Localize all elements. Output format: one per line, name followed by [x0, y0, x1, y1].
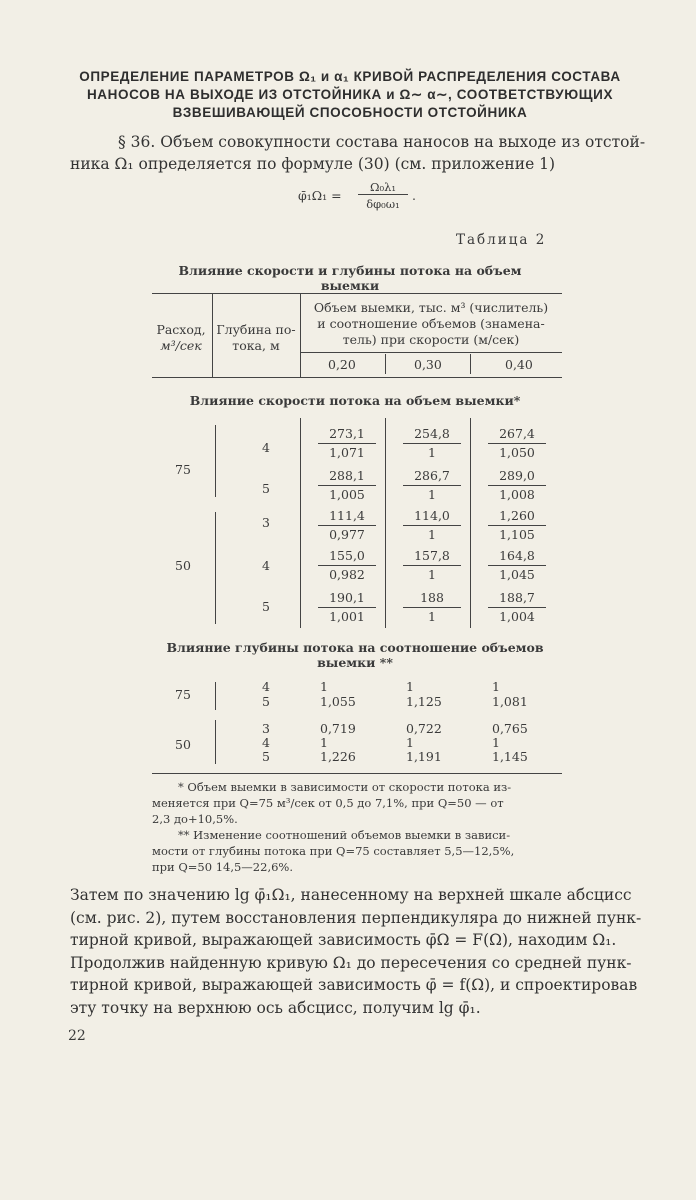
footnotes — [152, 779, 562, 875]
footnote-line: ** Изменение соотношений объемов выемки в зависи- — [178, 828, 511, 842]
formula — [298, 180, 438, 214]
s2-value: 1 — [406, 735, 414, 750]
heading-line-3: ВЗВЕШИВАЮЩЕЙ СПОСОБНОСТИ ОТСТОЙНИКА — [172, 105, 528, 120]
closing-line: эту точку на верхнюю ось абсцисс, получим lg φ̄₁. — [70, 998, 481, 1017]
q-75-s2: 75 — [175, 687, 191, 702]
closing-line: тирной кривой, выражающей зависимость φ̄Ω = F(Ω), находим Ω₁. — [70, 931, 617, 949]
column-glubina — [212, 322, 300, 354]
header-divider-3 — [385, 354, 386, 374]
s2-value: 1,145 — [492, 749, 528, 764]
s1-den: 1 — [428, 567, 436, 582]
s1-cell — [387, 508, 477, 543]
table-label: Таблица 2 — [456, 232, 547, 248]
s1-den: 1,005 — [329, 487, 365, 502]
s2-value: 0,722 — [406, 721, 442, 736]
speed-0-20: 0,20 — [328, 357, 356, 372]
s1-den: 1,071 — [329, 445, 365, 460]
s2-value: 1 — [492, 735, 500, 750]
h-5: 5 — [262, 481, 270, 496]
speed-0-40: 0,40 — [505, 357, 533, 372]
s2-value: 0,765 — [492, 721, 528, 736]
brace-75-s2 — [215, 682, 224, 710]
h-5-s2: 5 — [262, 749, 270, 764]
formula-period: . — [412, 188, 416, 203]
s1-num: 267,4 — [488, 426, 546, 444]
column-rashod-line-1: Расход, — [156, 322, 206, 337]
s1-cell — [472, 426, 562, 461]
s1-cell — [472, 590, 562, 625]
table-top-rule — [152, 293, 562, 294]
s1-num: 155,0 — [318, 548, 376, 566]
s2-value: 1,226 — [320, 749, 356, 764]
q-75: 75 — [175, 462, 191, 477]
s1-num: 188,7 — [488, 590, 546, 608]
s1-den: 1 — [428, 527, 436, 542]
footnote-line: при Q=50 14,5—22,6%. — [152, 860, 293, 874]
s2-value: 1,125 — [406, 694, 442, 709]
section-2-title — [150, 640, 560, 670]
h-3: 3 — [262, 515, 270, 530]
q-50: 50 — [175, 558, 191, 573]
column-rashod — [150, 322, 212, 354]
s1-cell — [472, 508, 562, 543]
column-glubina-line-1: Глубина по- — [216, 322, 296, 337]
s1-den: 1 — [428, 609, 436, 624]
header-sub-rule — [300, 352, 562, 353]
h-4: 4 — [262, 440, 270, 455]
h-4-s2: 4 — [262, 735, 270, 750]
column-volume-line-1: Объем выемки, тыс. м³ (числитель) — [313, 300, 549, 315]
s1-num: 164,8 — [488, 548, 546, 566]
s1-num: 1,260 — [488, 508, 546, 526]
formula-numerator: Ω₀λ₁ — [358, 180, 408, 195]
brace-50 — [215, 512, 224, 624]
h-4-s2: 4 — [262, 679, 270, 694]
s1-cell — [387, 590, 477, 625]
header-divider-4 — [470, 354, 471, 374]
s2-value: 1,081 — [492, 694, 528, 709]
s1-num: 188 — [403, 590, 461, 608]
closing-paragraph — [70, 884, 650, 1019]
s1-den: 1 — [428, 445, 436, 460]
column-volume-line-2: и соотношение объемов (знамена- — [317, 316, 545, 331]
closing-line: (см. рис. 2), путем восстановления перпендикуляра до нижней пунк- — [70, 908, 642, 927]
table-title: Влияние скорости и глубины потока на объем выемки — [178, 263, 522, 293]
brace-50-s2 — [215, 720, 224, 764]
s1-cell — [387, 468, 477, 503]
section-heading — [60, 68, 640, 122]
s1-num: 273,1 — [318, 426, 376, 444]
section-2-title-line-2: выемки ** — [317, 655, 393, 670]
s2-value: 1 — [320, 679, 328, 694]
s1-num: 157,8 — [403, 548, 461, 566]
column-rashod-line-2: м³/сек — [160, 338, 202, 353]
s1-cell — [302, 590, 392, 625]
s2-value: 1,055 — [320, 694, 356, 709]
column-glubina-line-2: тока, м — [232, 338, 280, 353]
speed-0-30: 0,30 — [414, 357, 442, 372]
section-2-title-line-1: Влияние глубины потока на соотношение объемов — [166, 640, 544, 655]
table-bottom-rule — [152, 773, 562, 774]
s1-cell — [387, 548, 477, 583]
intro-line-2: ника Ω₁ определяется по формуле (30) (см. приложение 1) — [70, 155, 556, 173]
s2-value: 1 — [406, 679, 414, 694]
s1-cell — [302, 548, 392, 583]
s1-den: 0,982 — [329, 567, 365, 582]
footnote-line: 2,3 до+10,5%. — [152, 812, 238, 826]
s1-num: 114,0 — [403, 508, 461, 526]
closing-line: Затем по значению lg φ̄₁Ω₁, нанесенному на верхней шкале абсцисс — [70, 886, 632, 904]
h-3-s2: 3 — [262, 721, 270, 736]
formula-lhs: φ̄₁Ω₁ = — [298, 188, 342, 203]
s1-cell — [472, 548, 562, 583]
s1-cell — [302, 508, 392, 543]
heading-line-1: ОПРЕДЕЛЕНИЕ ПАРАМЕТРОВ Ω₁ и α₁ КРИВОЙ РАСПРЕДЕЛЕНИЯ СОСТАВА — [79, 69, 621, 84]
s1-num: 190,1 — [318, 590, 376, 608]
page-number: 22 — [68, 1028, 86, 1044]
s1-cell — [472, 468, 562, 503]
s1-num: 111,4 — [318, 508, 376, 526]
h-5-s2: 5 — [262, 694, 270, 709]
intro-line-1: § 36. Объем совокупности состава наносов на выходе из отстой- — [118, 133, 646, 151]
s1-num: 289,0 — [488, 468, 546, 486]
brace-75 — [215, 425, 224, 497]
section-1-title: Влияние скорости потока на объем выемки* — [189, 393, 521, 408]
heading-line-2: НАНОСОВ НА ВЫХОДЕ ИЗ ОТСТОЙНИКА и Ω∼ α∼, СООТВЕТСТВУЮЩИХ — [86, 87, 614, 102]
q-50-s2: 50 — [175, 737, 191, 752]
s1-num: 288,1 — [318, 468, 376, 486]
s1-rule-1 — [300, 418, 301, 628]
s1-num: 286,7 — [403, 468, 461, 486]
h-5: 5 — [262, 599, 270, 614]
footnote-line: мости от глубины потока при Q=75 составляет 5,5—12,5%, — [152, 844, 515, 858]
s1-den: 1,105 — [499, 527, 535, 542]
s2-value: 1 — [492, 679, 500, 694]
s1-den: 0,977 — [329, 527, 365, 542]
s2-value: 1,191 — [406, 749, 442, 764]
column-volume — [300, 300, 562, 348]
s1-cell — [302, 426, 392, 461]
s1-cell — [387, 426, 477, 461]
s1-den: 1 — [428, 487, 436, 502]
s2-value: 1 — [320, 735, 328, 750]
s1-den: 1,050 — [499, 445, 535, 460]
s1-cell — [302, 468, 392, 503]
formula-denominator: δφ₀ω₁ — [366, 197, 400, 211]
h-4: 4 — [262, 558, 270, 573]
header-bottom-rule — [152, 377, 562, 378]
s2-value: 0,719 — [320, 721, 356, 736]
footnote-line: * Объем выемки в зависимости от скорости потока из- — [178, 780, 512, 794]
footnote-line: меняется при Q=75 м³/сек от 0,5 до 7,1%, при Q=50 — от — [152, 796, 504, 810]
s1-den: 1,045 — [499, 567, 535, 582]
s1-den: 1,004 — [499, 609, 535, 624]
s1-num: 254,8 — [403, 426, 461, 444]
s1-den: 1,008 — [499, 487, 535, 502]
closing-line: Продолжив найденную кривую Ω₁ до пересечения со средней пунк- — [70, 953, 632, 972]
s1-den: 1,001 — [329, 609, 365, 624]
closing-line: тирной кривой, выражающей зависимость φ̄ = f(Ω), и спроектировав — [70, 976, 638, 994]
column-volume-line-3: тель) при скорости (м/сек) — [342, 332, 520, 347]
